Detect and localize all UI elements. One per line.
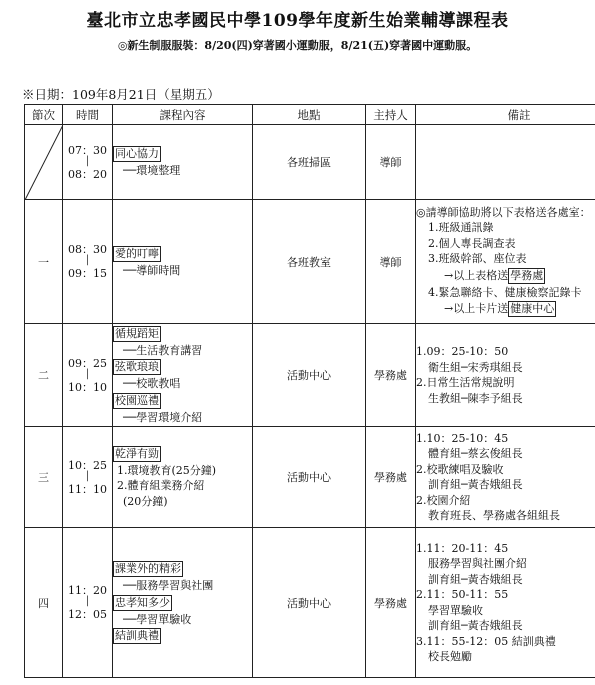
course-subtitle: ──校歌教唱 — [123, 377, 181, 391]
time-start: 07：30 — [68, 143, 107, 157]
office-label: 學務處 — [510, 268, 544, 282]
note-line: 訓育組─黃杏娥組長 — [428, 619, 523, 632]
note-line: 教育班長、學務處各組組長 — [428, 509, 560, 522]
content-cell — [113, 427, 253, 528]
host-cell: 學務處 — [366, 528, 416, 678]
course-title: 愛的叮嚀 — [115, 246, 159, 260]
period-cell: 一 — [25, 200, 63, 324]
course-subtitle: ──服務學習與社團 — [123, 579, 214, 592]
course-line: (20分鐘) — [123, 494, 168, 508]
note-line: 2.日常生活常規說明 — [416, 376, 515, 389]
header-period: 節次 — [25, 105, 63, 125]
period-cell-diagonal — [25, 125, 63, 200]
time-start: 10：25 — [68, 458, 107, 472]
time-start: 08：30 — [68, 243, 107, 256]
period-cell: 四 — [25, 528, 63, 678]
course-title: 課業外的精彩 — [115, 562, 181, 575]
content-cell — [113, 125, 253, 200]
time-end: 11：10 — [68, 482, 107, 496]
time-start: 11：20 — [68, 584, 107, 597]
host-cell: 學務處 — [366, 324, 416, 427]
course-title: 同心協力 — [115, 147, 159, 161]
course-title: 忠孝知多少 — [115, 595, 170, 609]
note-line: 4.緊急聯絡卡、健康檢察記錄卡 — [428, 285, 582, 299]
note-line: 3.11：55-12：05 結訓典禮 — [416, 634, 556, 648]
time-start: 09：25 — [68, 356, 107, 370]
page-title: 臺北市立忠孝國民中學109學年度新生始業輔導課程表 — [86, 11, 509, 31]
notes-cell — [416, 427, 595, 528]
note-line: 生教組─陳李予組長 — [428, 391, 523, 405]
header-host: 主持人 — [366, 105, 416, 125]
host-cell: 導師 — [366, 200, 416, 324]
notes-heading: ◎請導師協助將以下表格送各處室： — [416, 205, 591, 219]
header-content: 課程內容 — [113, 105, 253, 125]
schedule-table — [24, 104, 595, 678]
course-subtitle: ──學習環境介紹 — [123, 410, 203, 424]
header-time: 時間 — [63, 105, 113, 125]
time-end: 10：10 — [68, 380, 107, 394]
notes-cell — [416, 528, 595, 678]
note-line: 1.班級通訊錄 — [428, 221, 494, 235]
note-line: 2.個人專長調查表 — [428, 236, 516, 250]
note-line: 服務學習與社團介紹 — [428, 557, 527, 570]
content-cell — [113, 200, 253, 324]
host-cell: 導師 — [366, 125, 416, 200]
table-row — [25, 528, 595, 678]
note-line: 衛生組─宋秀琪組長 — [428, 360, 523, 374]
notes-cell — [416, 324, 595, 427]
location-cell: 活動中心 — [253, 528, 366, 678]
time-cell: 10：25 │ 11：10 — [63, 427, 113, 528]
time-end: 12：05 — [68, 608, 107, 621]
location-cell: 活動中心 — [253, 427, 366, 528]
course-subtitle: ──生活教育講習 — [123, 343, 203, 357]
note-line: 2.11：50-11：55 — [416, 588, 509, 601]
note-line: →以上表格送 學務處 — [444, 268, 544, 282]
course-title: 結訓典禮 — [115, 629, 159, 642]
note-line: 3.班級幹部、座位表 — [428, 252, 527, 266]
table-row — [25, 427, 595, 528]
header-notes: 備註 — [416, 105, 595, 125]
note-line: 訓育組─黃杏娥組長 — [428, 478, 523, 491]
table-row — [25, 324, 595, 427]
notes-cell — [416, 125, 595, 200]
header-row — [25, 105, 595, 125]
note-line: 校長勉勵 — [428, 650, 472, 663]
course-title: 校園巡禮 — [115, 393, 159, 407]
table-row — [25, 125, 595, 200]
table-row — [25, 200, 595, 324]
location-cell: 各班掃區 — [253, 125, 366, 200]
location-cell: 各班教室 — [253, 200, 366, 324]
course-title: 乾淨有勁 — [115, 446, 159, 460]
note-line: →以上卡片送 健康中心 — [444, 302, 555, 316]
period-cell: 三 — [25, 427, 63, 528]
content-cell — [113, 324, 253, 427]
note-line: 2.校園介紹 — [416, 493, 471, 507]
time-cell: 08：30 │ 09：15 — [63, 200, 113, 324]
note-line: 1.11：20-11：45 — [416, 541, 509, 555]
host-cell: 學務處 — [366, 427, 416, 528]
header-location: 地點 — [253, 105, 366, 125]
note-line: 學習單驗收 — [428, 603, 483, 617]
course-title: 弦歌琅琅 — [115, 360, 159, 374]
course-title: 循規蹈矩 — [115, 326, 159, 340]
note-line: 2.校歌練唱及驗收 — [416, 462, 504, 476]
note-line: 1.10：25-10：45 — [416, 431, 509, 445]
period-cell: 二 — [25, 324, 63, 427]
course-line: 2.體育組業務介紹 — [117, 479, 205, 493]
course-subtitle: ──導師時間 — [123, 263, 181, 277]
content-cell — [113, 528, 253, 678]
note-line: 體育組─蔡玄俊組長 — [428, 447, 523, 460]
note-line: 訓育組─黃杏娥組長 — [428, 572, 523, 586]
uniform-note: ◎新生制服服裝：8/20(四)穿著國小運動服，8/21(五)穿著國中運動服。 — [117, 39, 478, 52]
time-cell: 07：30 │ 08：20 — [63, 125, 113, 200]
diagonal-line — [25, 125, 63, 200]
office-label: 健康中心 — [510, 302, 555, 316]
time-end: 09：15 — [68, 267, 107, 280]
course-line: 1.環境教育(25分鐘) — [117, 463, 217, 477]
time-end: 08：20 — [68, 167, 107, 181]
time-cell: 09：25 │ 10：10 — [63, 324, 113, 427]
note-line: 1.09：25-10：50 — [416, 345, 509, 358]
course-subtitle: ──環境整理 — [123, 164, 181, 178]
course-subtitle: ──學習單驗收 — [123, 612, 192, 626]
location-cell: 活動中心 — [253, 324, 366, 427]
notes-cell — [416, 200, 595, 324]
time-cell: 11：20 │ 12：05 — [63, 528, 113, 678]
date-line: ※日期：109年8月21日（星期五） — [22, 87, 220, 102]
